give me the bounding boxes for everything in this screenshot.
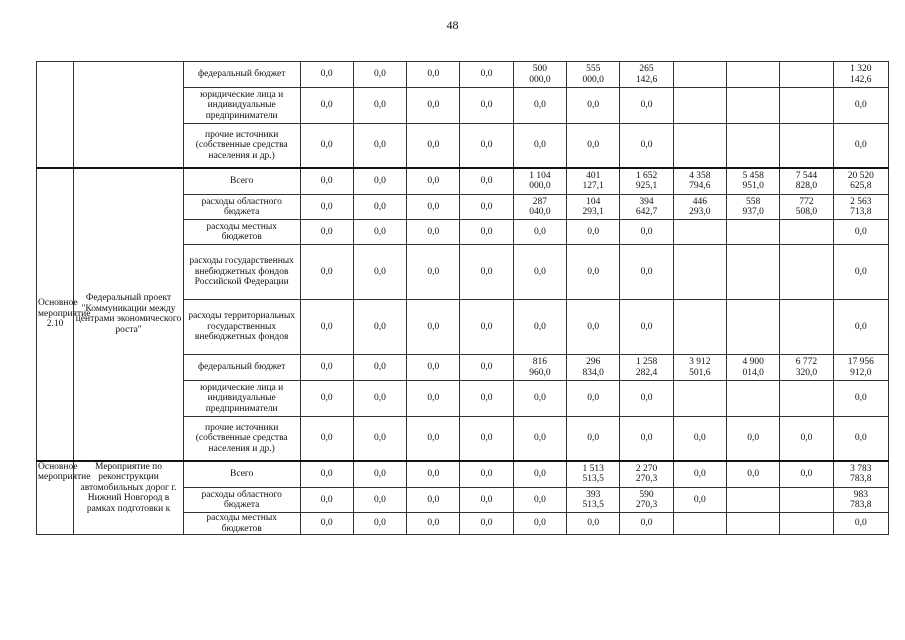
value-cell: 0,0 (353, 220, 406, 245)
value-cell: 0,0 (407, 195, 460, 220)
value-cell: 0,0 (833, 381, 888, 417)
value-cell: 0,0 (620, 245, 673, 300)
value-cell: 0,0 (460, 461, 513, 488)
value-cell: 0,0 (300, 195, 353, 220)
value-cell (780, 488, 833, 513)
value-cell: 0,0 (407, 245, 460, 300)
value-cell (727, 381, 780, 417)
table-row (37, 461, 889, 488)
value-cell: 772 508,0 (780, 195, 833, 220)
value-cell: 393 513,5 (567, 488, 620, 513)
value-cell (727, 124, 780, 168)
value-cell: 0,0 (460, 168, 513, 195)
value-cell: 0,0 (567, 381, 620, 417)
value-cell: 0,0 (300, 88, 353, 124)
value-cell: 0,0 (460, 195, 513, 220)
funding-source-label: расходы областного бюджета (183, 195, 300, 220)
value-cell (673, 381, 726, 417)
value-cell: 0,0 (673, 461, 726, 488)
value-cell: 0,0 (567, 88, 620, 124)
value-cell: 401 127,1 (567, 168, 620, 195)
value-cell: 0,0 (353, 195, 406, 220)
value-cell (780, 513, 833, 535)
value-cell: 17 956 912,0 (833, 355, 888, 381)
value-cell: 0,0 (620, 513, 673, 535)
measure-title: Федеральный проект "Коммуникации между центрами экономического роста" (74, 168, 184, 461)
value-cell: 1 104 000,0 (513, 168, 566, 195)
measure-title: Мероприятие по реконструкции автомобильных дорог г. Нижний Новгород в рамках подготовки к (74, 461, 184, 535)
value-cell: 0,0 (833, 124, 888, 168)
value-cell: 0,0 (353, 488, 406, 513)
value-cell: 265 142,6 (620, 62, 673, 88)
value-cell: 0,0 (407, 88, 460, 124)
value-cell: 0,0 (780, 461, 833, 488)
value-cell: 0,0 (513, 381, 566, 417)
value-cell: 0,0 (513, 513, 566, 535)
value-cell (673, 513, 726, 535)
value-cell (727, 220, 780, 245)
value-cell: 0,0 (727, 461, 780, 488)
measure-code (37, 62, 74, 168)
value-cell: 0,0 (300, 488, 353, 513)
value-cell: 104 293,1 (567, 195, 620, 220)
value-cell: 1 652 925,1 (620, 168, 673, 195)
value-cell: 0,0 (460, 62, 513, 88)
value-cell: 0,0 (407, 168, 460, 195)
value-cell: 0,0 (353, 168, 406, 195)
value-cell (673, 300, 726, 355)
value-cell: 0,0 (353, 300, 406, 355)
value-cell: 0,0 (460, 220, 513, 245)
value-cell (673, 220, 726, 245)
value-cell: 0,0 (780, 417, 833, 461)
funding-source-label: Всего (183, 461, 300, 488)
value-cell: 1 513 513,5 (567, 461, 620, 488)
value-cell: 0,0 (513, 417, 566, 461)
measure-code: Основное мероприятие (37, 461, 74, 535)
value-cell: 0,0 (407, 381, 460, 417)
value-cell: 0,0 (727, 417, 780, 461)
measure-title (74, 62, 184, 168)
value-cell: 0,0 (407, 488, 460, 513)
value-cell: 0,0 (300, 245, 353, 300)
value-cell: 0,0 (353, 381, 406, 417)
value-cell: 0,0 (620, 88, 673, 124)
funding-source-label: расходы местных бюджетов (183, 513, 300, 535)
value-cell: 0,0 (407, 62, 460, 88)
value-cell: 446 293,0 (673, 195, 726, 220)
table-row (37, 168, 889, 195)
value-cell (673, 62, 726, 88)
value-cell: 983 783,8 (833, 488, 888, 513)
value-cell: 7 544 828,0 (780, 168, 833, 195)
value-cell: 500 000,0 (513, 62, 566, 88)
funding-source-label: прочие источники (собственные средства населения и др.) (183, 417, 300, 461)
value-cell: 0,0 (353, 62, 406, 88)
value-cell: 0,0 (567, 513, 620, 535)
value-cell (727, 513, 780, 535)
value-cell: 5 458 951,0 (727, 168, 780, 195)
value-cell: 0,0 (460, 417, 513, 461)
value-cell (673, 88, 726, 124)
funding-source-label: прочие источники (собственные средства населения и др.) (183, 124, 300, 168)
value-cell: 0,0 (407, 300, 460, 355)
value-cell: 0,0 (300, 461, 353, 488)
funding-source-label: федеральный бюджет (183, 355, 300, 381)
value-cell: 590 270,3 (620, 488, 673, 513)
value-cell: 0,0 (353, 88, 406, 124)
value-cell: 0,0 (460, 88, 513, 124)
value-cell: 0,0 (353, 513, 406, 535)
value-cell: 0,0 (300, 300, 353, 355)
value-cell: 0,0 (460, 488, 513, 513)
value-cell: 3 912 501,6 (673, 355, 726, 381)
value-cell (727, 300, 780, 355)
funding-source-label: Всего (183, 168, 300, 195)
value-cell (780, 245, 833, 300)
value-cell (780, 88, 833, 124)
value-cell: 4 900 014,0 (727, 355, 780, 381)
value-cell: 0,0 (300, 355, 353, 381)
value-cell: 0,0 (833, 513, 888, 535)
value-cell: 0,0 (620, 300, 673, 355)
value-cell (727, 245, 780, 300)
value-cell: 0,0 (300, 62, 353, 88)
value-cell (727, 488, 780, 513)
value-cell (780, 62, 833, 88)
value-cell: 0,0 (407, 513, 460, 535)
value-cell (673, 124, 726, 168)
value-cell (727, 88, 780, 124)
value-cell: 0,0 (513, 220, 566, 245)
value-cell: 0,0 (620, 417, 673, 461)
value-cell: 2 563 713,8 (833, 195, 888, 220)
value-cell: 0,0 (460, 245, 513, 300)
funding-source-label: расходы местных бюджетов (183, 220, 300, 245)
value-cell: 1 320 142,6 (833, 62, 888, 88)
value-cell: 0,0 (567, 124, 620, 168)
value-cell: 0,0 (833, 245, 888, 300)
value-cell: 0,0 (833, 88, 888, 124)
value-cell: 287 040,0 (513, 195, 566, 220)
value-cell: 0,0 (567, 300, 620, 355)
value-cell: 0,0 (300, 220, 353, 245)
value-cell: 0,0 (460, 513, 513, 535)
value-cell: 0,0 (833, 300, 888, 355)
value-cell: 0,0 (460, 124, 513, 168)
value-cell (727, 62, 780, 88)
value-cell: 3 783 783,8 (833, 461, 888, 488)
value-cell: 0,0 (620, 381, 673, 417)
value-cell (780, 124, 833, 168)
value-cell: 0,0 (407, 461, 460, 488)
value-cell: 0,0 (300, 417, 353, 461)
value-cell: 0,0 (567, 220, 620, 245)
value-cell: 0,0 (513, 88, 566, 124)
value-cell: 0,0 (353, 461, 406, 488)
value-cell: 555 000,0 (567, 62, 620, 88)
value-cell: 816 960,0 (513, 355, 566, 381)
page-number: 48 (446, 18, 459, 32)
value-cell (780, 300, 833, 355)
value-cell: 0,0 (300, 381, 353, 417)
value-cell (780, 220, 833, 245)
value-cell: 0,0 (460, 300, 513, 355)
value-cell: 0,0 (300, 124, 353, 168)
value-cell: 0,0 (460, 355, 513, 381)
value-cell: 0,0 (620, 124, 673, 168)
value-cell: 0,0 (353, 245, 406, 300)
value-cell: 0,0 (460, 381, 513, 417)
value-cell: 0,0 (673, 417, 726, 461)
value-cell: 394 642,7 (620, 195, 673, 220)
value-cell: 0,0 (407, 124, 460, 168)
value-cell: 1 258 282,4 (620, 355, 673, 381)
value-cell: 0,0 (620, 220, 673, 245)
value-cell: 0,0 (353, 355, 406, 381)
value-cell: 558 937,0 (727, 195, 780, 220)
value-cell: 6 772 320,0 (780, 355, 833, 381)
value-cell: 2 270 270,3 (620, 461, 673, 488)
value-cell: 20 520 625,8 (833, 168, 888, 195)
value-cell (673, 245, 726, 300)
value-cell: 0,0 (407, 417, 460, 461)
value-cell: 0,0 (353, 124, 406, 168)
value-cell: 0,0 (300, 168, 353, 195)
value-cell: 0,0 (833, 417, 888, 461)
value-cell: 0,0 (407, 355, 460, 381)
value-cell: 0,0 (567, 245, 620, 300)
funding-source-label: юридические лица и индивидуальные предприниматели (183, 381, 300, 417)
value-cell: 0,0 (407, 220, 460, 245)
value-cell: 0,0 (353, 417, 406, 461)
value-cell: 0,0 (513, 300, 566, 355)
measure-code: Основное мероприятие 2.10 (37, 168, 74, 461)
value-cell: 4 358 794,6 (673, 168, 726, 195)
value-cell: 0,0 (513, 488, 566, 513)
value-cell: 0,0 (833, 220, 888, 245)
funding-source-label: расходы территориальных государственных внебюджетных фондов (183, 300, 300, 355)
value-cell: 0,0 (513, 461, 566, 488)
funding-source-label: расходы государственных внебюджетных фондов Российской Федерации (183, 245, 300, 300)
value-cell: 0,0 (673, 488, 726, 513)
table-row (37, 62, 889, 88)
value-cell: 296 834,0 (567, 355, 620, 381)
funding-source-label: расходы областного бюджета (183, 488, 300, 513)
value-cell: 0,0 (513, 245, 566, 300)
value-cell: 0,0 (513, 124, 566, 168)
funding-source-label: юридические лица и индивидуальные предприниматели (183, 88, 300, 124)
value-cell: 0,0 (567, 417, 620, 461)
value-cell: 0,0 (300, 513, 353, 535)
funding-source-label: федеральный бюджет (183, 62, 300, 88)
budget-table (36, 61, 889, 535)
value-cell (780, 381, 833, 417)
